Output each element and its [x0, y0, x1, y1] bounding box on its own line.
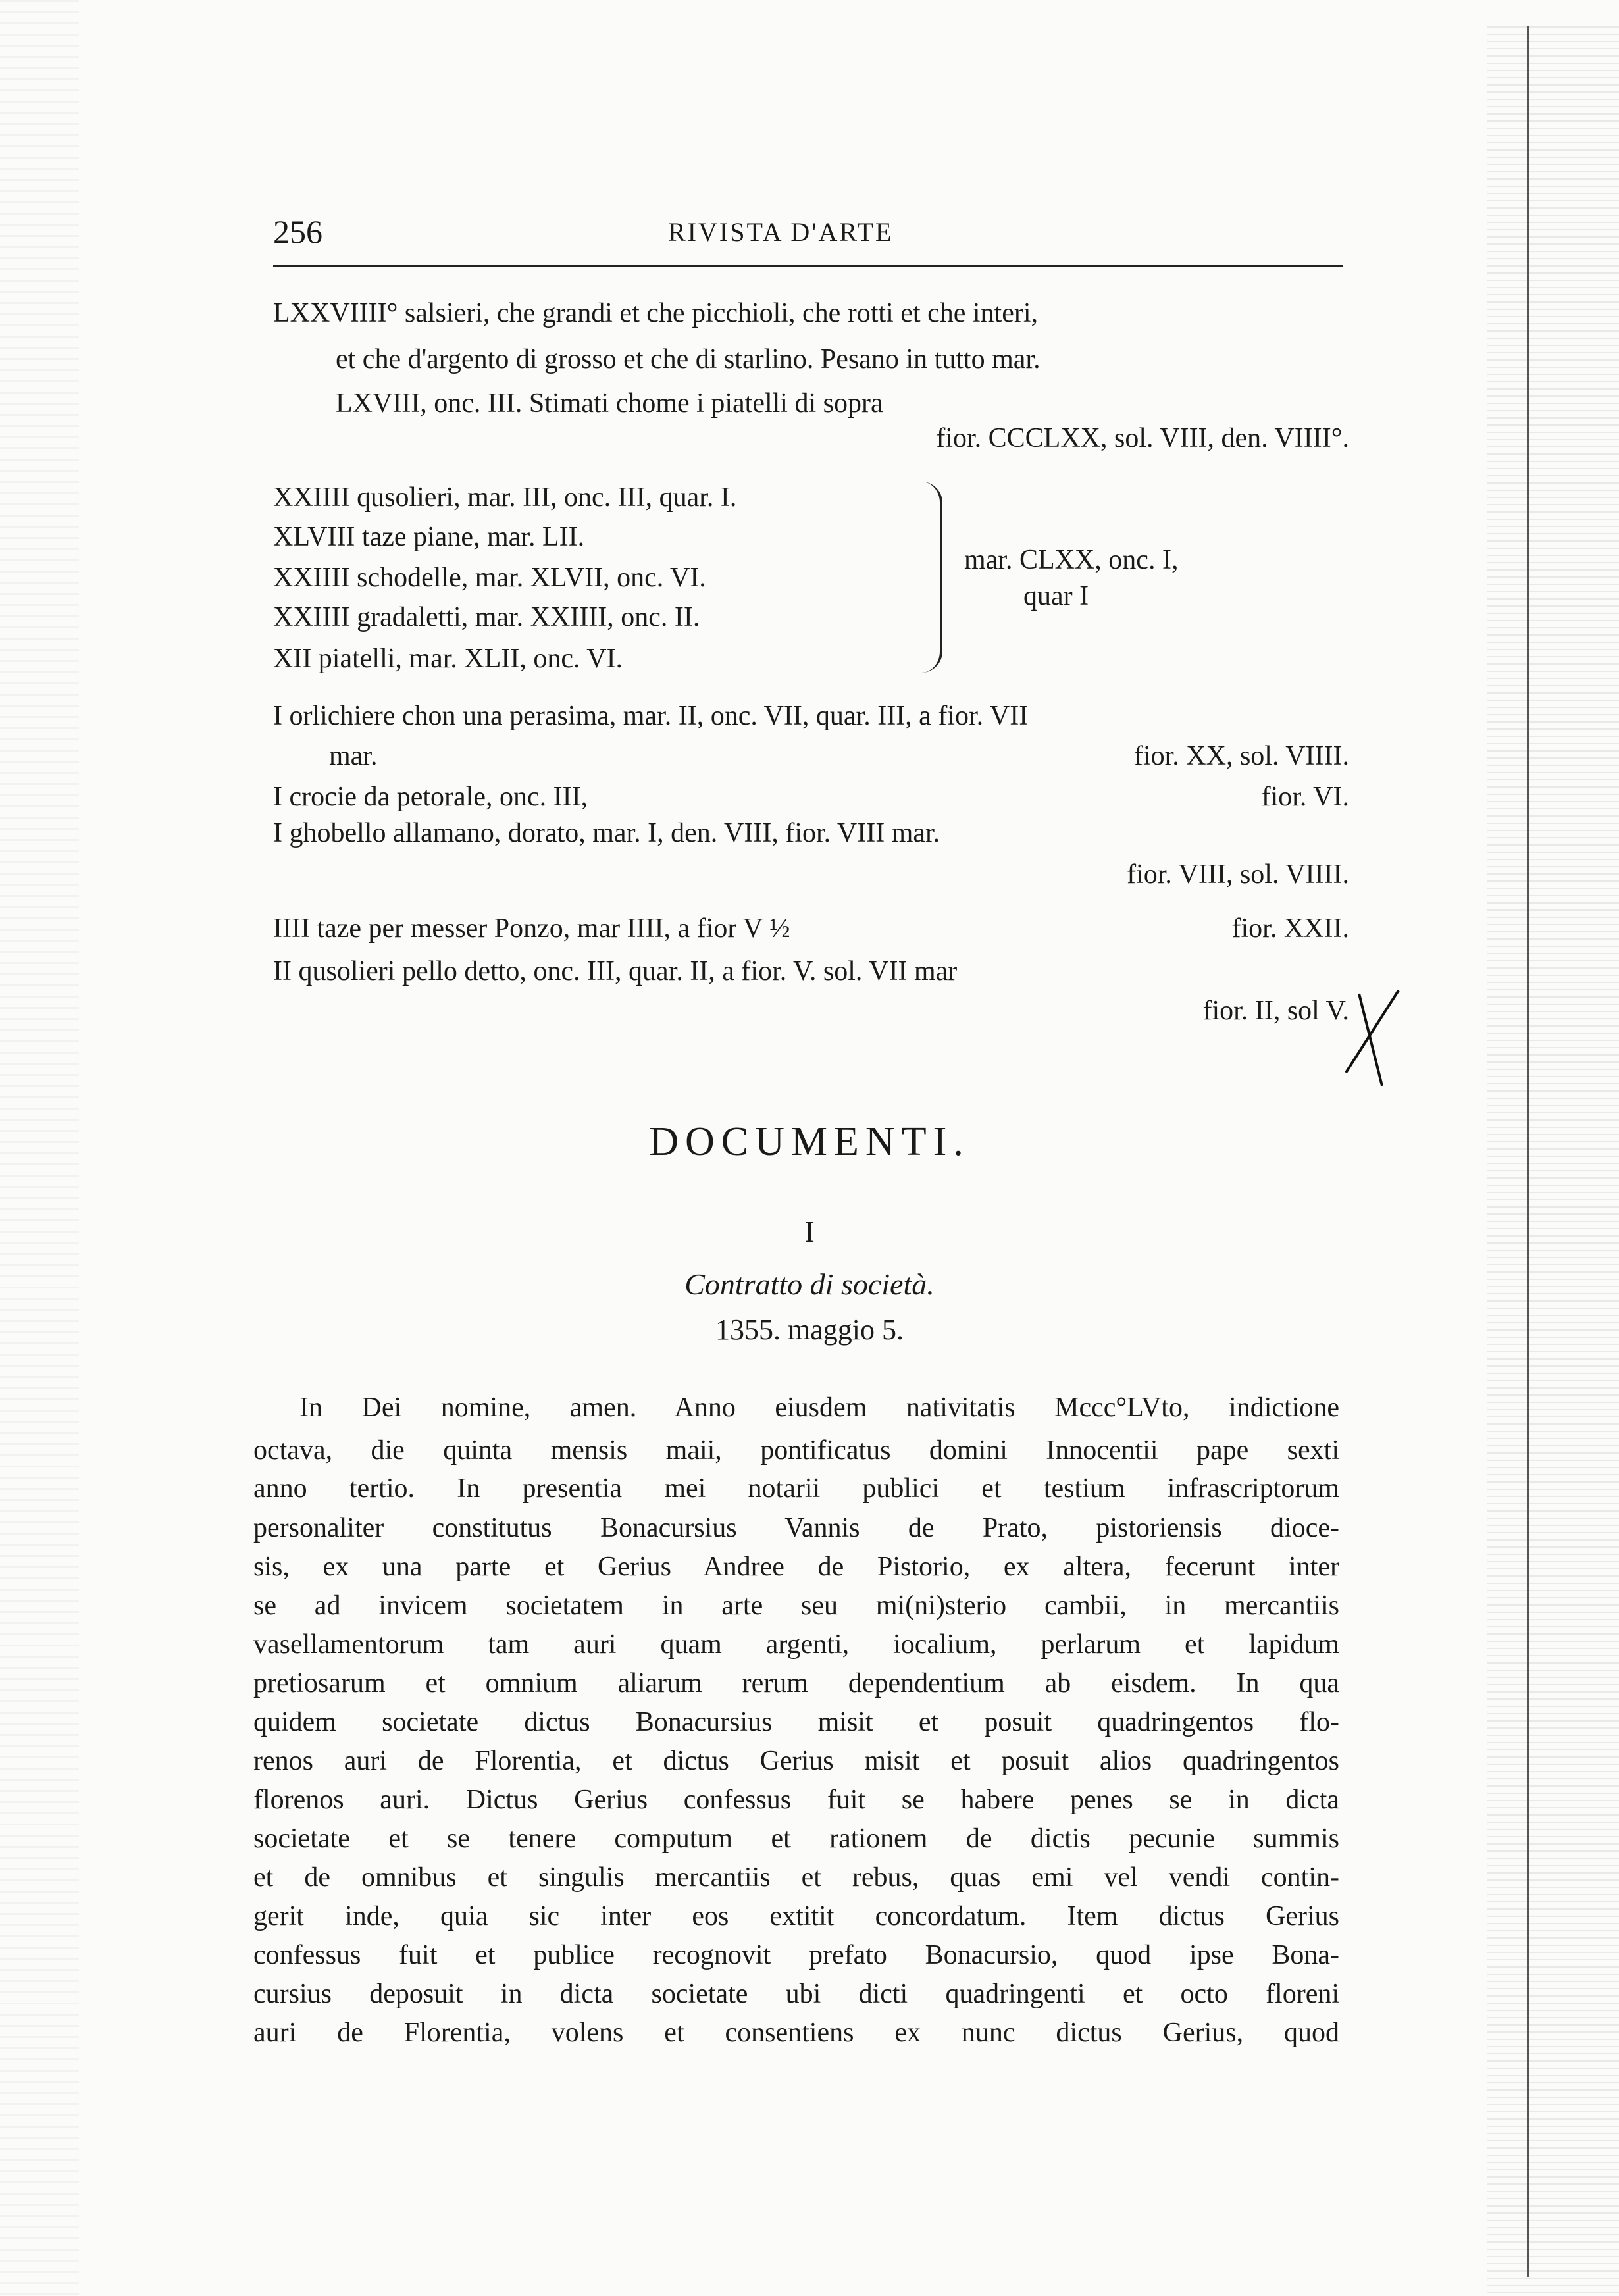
body-line: auri de Florentia, volens et consentiens ex nunc dictus Gerius, quod [253, 2018, 1339, 2048]
running-head: RIVISTA D'ARTE [668, 217, 894, 247]
inventory-line: XLVIII taze piane, mar. LII. [273, 522, 585, 552]
inventory-line: mar. [329, 741, 378, 771]
inventory-line: LXXVIIII° salsieri, che grandi et che picchioli, che rotti et che interi, [273, 298, 1038, 328]
inventory-amount: fior. CCCLXX, sol. VIII, den. VIIII°. [936, 423, 1349, 453]
inventory-line: et che d'argento di grosso et che di starlino. Pesano in tutto mar. [336, 344, 1041, 374]
group-total: quar I [1023, 581, 1089, 611]
inventory-line: IIII taze per messer Ponzo, mar IIII, a fior V ½ [273, 913, 790, 944]
inventory-amount: fior. XXII. [1231, 913, 1349, 944]
body-line: pretiosarum et omnium aliarum rerum dependentium ab eisdem. In qua [253, 1668, 1339, 1698]
body-line: vasellamentorum tam auri quam argenti, iocalium, perlarum et lapidum [253, 1629, 1339, 1660]
inventory-amount: fior. II, sol V. [1202, 996, 1349, 1026]
inventory-amount: fior. VI. [1261, 782, 1349, 812]
handwritten-x-mark [1343, 987, 1408, 1092]
page-header [273, 207, 1343, 260]
inventory-line: I crocie da petorale, onc. III, [273, 782, 588, 812]
inventory-line: II qusolieri pello detto, onc. III, quar. II, a fior. V. sol. VII mar [273, 956, 958, 986]
body-line: sis, ex una parte et Gerius Andree de Pistorio, ex altera, fecerunt inter [253, 1552, 1339, 1582]
body-line: personaliter constitutus Bonacursius Vannis de Prato, pistoriensis dioce- [253, 1513, 1339, 1543]
inventory-line: LXVIII, onc. III. Stimati chome i piatelli di sopra [336, 388, 883, 419]
inventory-line: XXIIII schodelle, mar. XLVII, onc. VI. [273, 563, 706, 593]
body-line: se ad invicem societatem in arte seu mi(ni)sterio cambii, in mercantiis [253, 1591, 1339, 1621]
body-line: quidem societate dictus Bonacursius misit et posuit quadringentos flo- [253, 1707, 1339, 1737]
body-line: gerit inde, quia sic inter eos extitit concordatum. Item dictus Gerius [253, 1901, 1339, 1931]
inventory-line: I ghobello allamano, dorato, mar. I, den. VIII, fior. VIII mar. [273, 818, 940, 848]
document-subtitle: Contratto di società. [684, 1267, 935, 1301]
body-line: confessus fuit et publice recognovit prefato Bonacursio, quod ipse Bona- [253, 1940, 1339, 1970]
body-line: In Dei nomine, amen. Anno eiusdem nativitatis Mccc°LVto, indictione [299, 1392, 1339, 1423]
body-line: octava, die quinta mensis maii, pontificatus domini Innocentii pape sexti [253, 1435, 1339, 1466]
inventory-amount: fior. XX, sol. VIIII. [1133, 741, 1349, 771]
section-heading: DOCUMENTI. [649, 1119, 970, 1164]
inventory-line: XXIIII qusolieri, mar. III, onc. III, quar. I. [273, 482, 737, 513]
body-line: renos auri de Florentia, et dictus Gerius misit et posuit alios quadringentos [253, 1746, 1339, 1776]
inventory-line: XXIIII gradaletti, mar. XXIIII, onc. II. [273, 602, 700, 632]
body-line: et de omnibus et singulis mercantiis et rebus, quas emi vel vendi contin- [253, 1862, 1339, 1893]
document-date: 1355. maggio 5. [715, 1314, 904, 1346]
document-numeral: I [804, 1215, 815, 1248]
body-line: societate et se tenere computum et rationem de dictis pecunie summis [253, 1824, 1339, 1854]
inventory-line: I orlichiere chon una perasima, mar. II, onc. VII, quar. III, a fior. VII [273, 701, 1029, 731]
body-line: anno tertio. In presentia mei notarii publici et testium infrascriptorum [253, 1473, 1339, 1504]
inventory-line: XII piatelli, mar. XLII, onc. VI. [273, 644, 623, 674]
inventory-amount: fior. VIII, sol. VIIII. [1127, 859, 1349, 890]
grouping-brace [921, 482, 942, 673]
header-rule [273, 265, 1343, 267]
body-line: cursius deposuit in dicta societate ubi dicti quadringenti et octo floreni [253, 1979, 1339, 2009]
body-line: florenos auri. Dictus Gerius confessus fuit se habere penes se in dicta [253, 1785, 1339, 1815]
group-total: mar. CLXX, onc. I, [964, 545, 1179, 575]
page-number: 256 [273, 213, 322, 250]
